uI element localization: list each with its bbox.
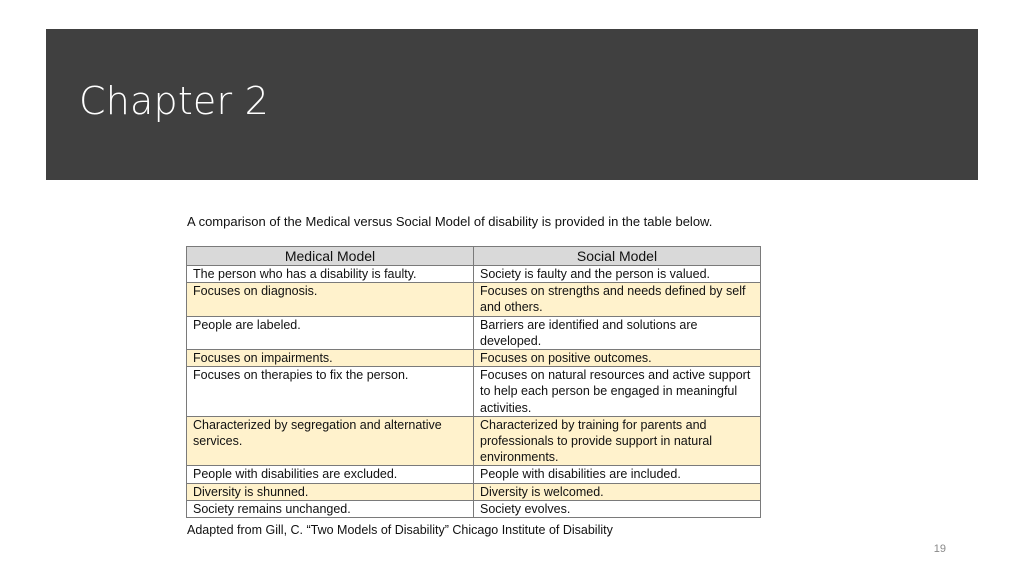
social-cell: People with disabilities are included. — [474, 466, 761, 483]
table-row — [187, 483, 761, 500]
table-row — [187, 283, 761, 316]
social-cell: Society is faulty and the person is valued. — [474, 266, 761, 283]
social-cell: Focuses on natural resources and active support to help each person be engaged in meaningful activities. — [474, 367, 761, 417]
social-cell: Society evolves. — [474, 500, 761, 517]
table-header-row — [187, 247, 761, 266]
table-row — [187, 500, 761, 517]
intro-text: A comparison of the Medical versus Social Model of disability is provided in the table below. — [187, 214, 713, 229]
page-number: 19 — [933, 543, 946, 555]
medical-cell: Focuses on diagnosis. — [187, 283, 474, 316]
table-row — [187, 416, 761, 466]
source-citation: Adapted from Gill, C. “Two Models of Disability” Chicago Institute of Disability — [187, 523, 613, 537]
title-band — [46, 29, 978, 180]
social-cell: Focuses on positive outcomes. — [474, 350, 761, 367]
slide-title: Chapter 2 — [79, 79, 269, 123]
social-cell: Barriers are identified and solutions are developed. — [474, 316, 761, 349]
medical-cell: Focuses on impairments. — [187, 350, 474, 367]
social-cell: Characterized by training for parents and professionals to provide support in natural environments. — [474, 416, 761, 466]
header-social-model: Social Model — [474, 247, 761, 266]
header-medical-model: Medical Model — [187, 247, 474, 266]
table-row — [187, 367, 761, 417]
medical-cell: Characterized by segregation and alternative services. — [187, 416, 474, 466]
table-row — [187, 316, 761, 349]
medical-cell: People with disabilities are excluded. — [187, 466, 474, 483]
social-cell: Focuses on strengths and needs defined by self and others. — [474, 283, 761, 316]
medical-cell: The person who has a disability is faulty. — [187, 266, 474, 283]
medical-cell: Diversity is shunned. — [187, 483, 474, 500]
table-row — [187, 466, 761, 483]
medical-cell: Focuses on therapies to fix the person. — [187, 367, 474, 417]
social-cell: Diversity is welcomed. — [474, 483, 761, 500]
medical-cell: Society remains unchanged. — [187, 500, 474, 517]
table-row — [187, 350, 761, 367]
comparison-table — [186, 246, 761, 518]
medical-cell: People are labeled. — [187, 316, 474, 349]
table-row — [187, 266, 761, 283]
